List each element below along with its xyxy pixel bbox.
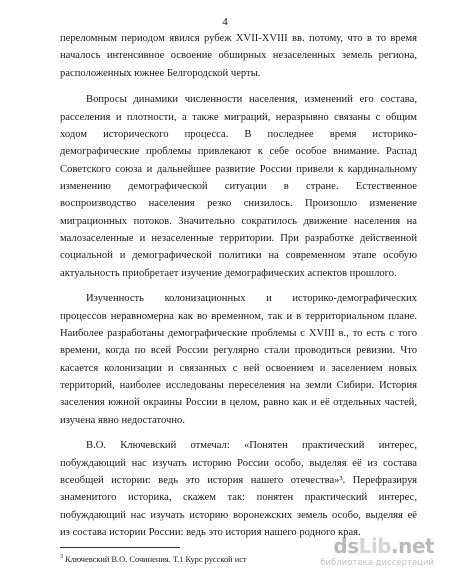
text-line: побуждающий нас изучать историю воронежских земель особо, выделяя её <box>60 510 417 521</box>
footnote-marker: 3 <box>60 554 63 560</box>
page-number: 4 <box>222 16 228 28</box>
watermark-caption: библиотека диссертаций <box>320 558 434 568</box>
text-line: всеобщей истории: ведь это история нашего отечества»³. Перефразируя <box>60 475 417 486</box>
text-line: побуждающий нас изучать историю России особо, выделяя её из состава <box>60 458 417 469</box>
text-line: малозаселенные и незаселенные территории. При разработке действенной <box>60 233 417 244</box>
text-line: воспроизводство населения резко снизилось. Произошло изменение <box>60 198 417 209</box>
footnote-text: Ключевский В.О. Сочинения. Т.1 Курс русской ист <box>63 554 247 564</box>
text-line: началось интенсивное освоение обширных незаселенных земель региона, <box>60 50 417 61</box>
text-line: социальной и демографической политики на современном этапе особую <box>60 250 417 261</box>
text-line: заселения южной окраины России в целом, равно как и её отдельных частей, <box>60 397 417 408</box>
text-line: из состава истории России: ведь это история нашего родного края. <box>60 527 361 538</box>
text-line: миграционных потоков. Значительно сократилось движение населения на <box>60 216 417 227</box>
paragraph-start-line: Изученность колонизационных и историко-демографических <box>86 293 417 304</box>
paragraph-start-line: В.О. Ключевский отмечал: «Понятен практический интерес, <box>86 440 417 451</box>
text-line: знаменитого историка, скажем так: понятен практический интерес, <box>60 492 417 503</box>
text-line: Советского союза и дальнейшее развитие России привели к кардинальному <box>60 164 417 175</box>
text-line: изучена явно недостаточно. <box>60 415 185 426</box>
text-line: ходом исторического процесса. В последнее время историко- <box>60 129 417 140</box>
paragraph-start-line: Вопросы динамики численности населения, изменений его состава, <box>86 94 417 105</box>
text-line: переломным периодом явился рубеж XVII-XVIII вв. потому, что в то время <box>60 33 417 44</box>
text-line: времени, когда по всей России регулярно стали проводиться ревизии. Что <box>60 345 417 356</box>
watermark-logo: dsLib.net <box>333 534 434 558</box>
footnote-divider <box>60 547 180 548</box>
watermark <box>319 534 434 574</box>
text-line: изменению демографической ситуации в стране. Естественное <box>60 181 417 192</box>
text-line: процессов неравномерна как во временном, так и в территориальном плане. <box>60 311 417 322</box>
text-line: расселения и плотности, а также миграций, неразрывно связаны с общим <box>60 112 417 123</box>
text-line: территорий, наиболее исследованы переселения на земли Сибири. История <box>60 380 417 391</box>
footnote <box>60 552 310 565</box>
text-line: демографические проблемы привлекают к себе особое внимание. Распад <box>60 146 417 157</box>
text-line: касается колонизации и связанных с ней освоением и заселением новых <box>60 363 417 374</box>
text-line: Наиболее разработаны демографические проблемы с XVIII в., то есть с того <box>60 328 417 339</box>
text-line: актуальность приобретает изучение демографических аспектов прошлого. <box>60 268 397 279</box>
text-line: расположенных южнее Белгородской черты. <box>60 68 261 79</box>
